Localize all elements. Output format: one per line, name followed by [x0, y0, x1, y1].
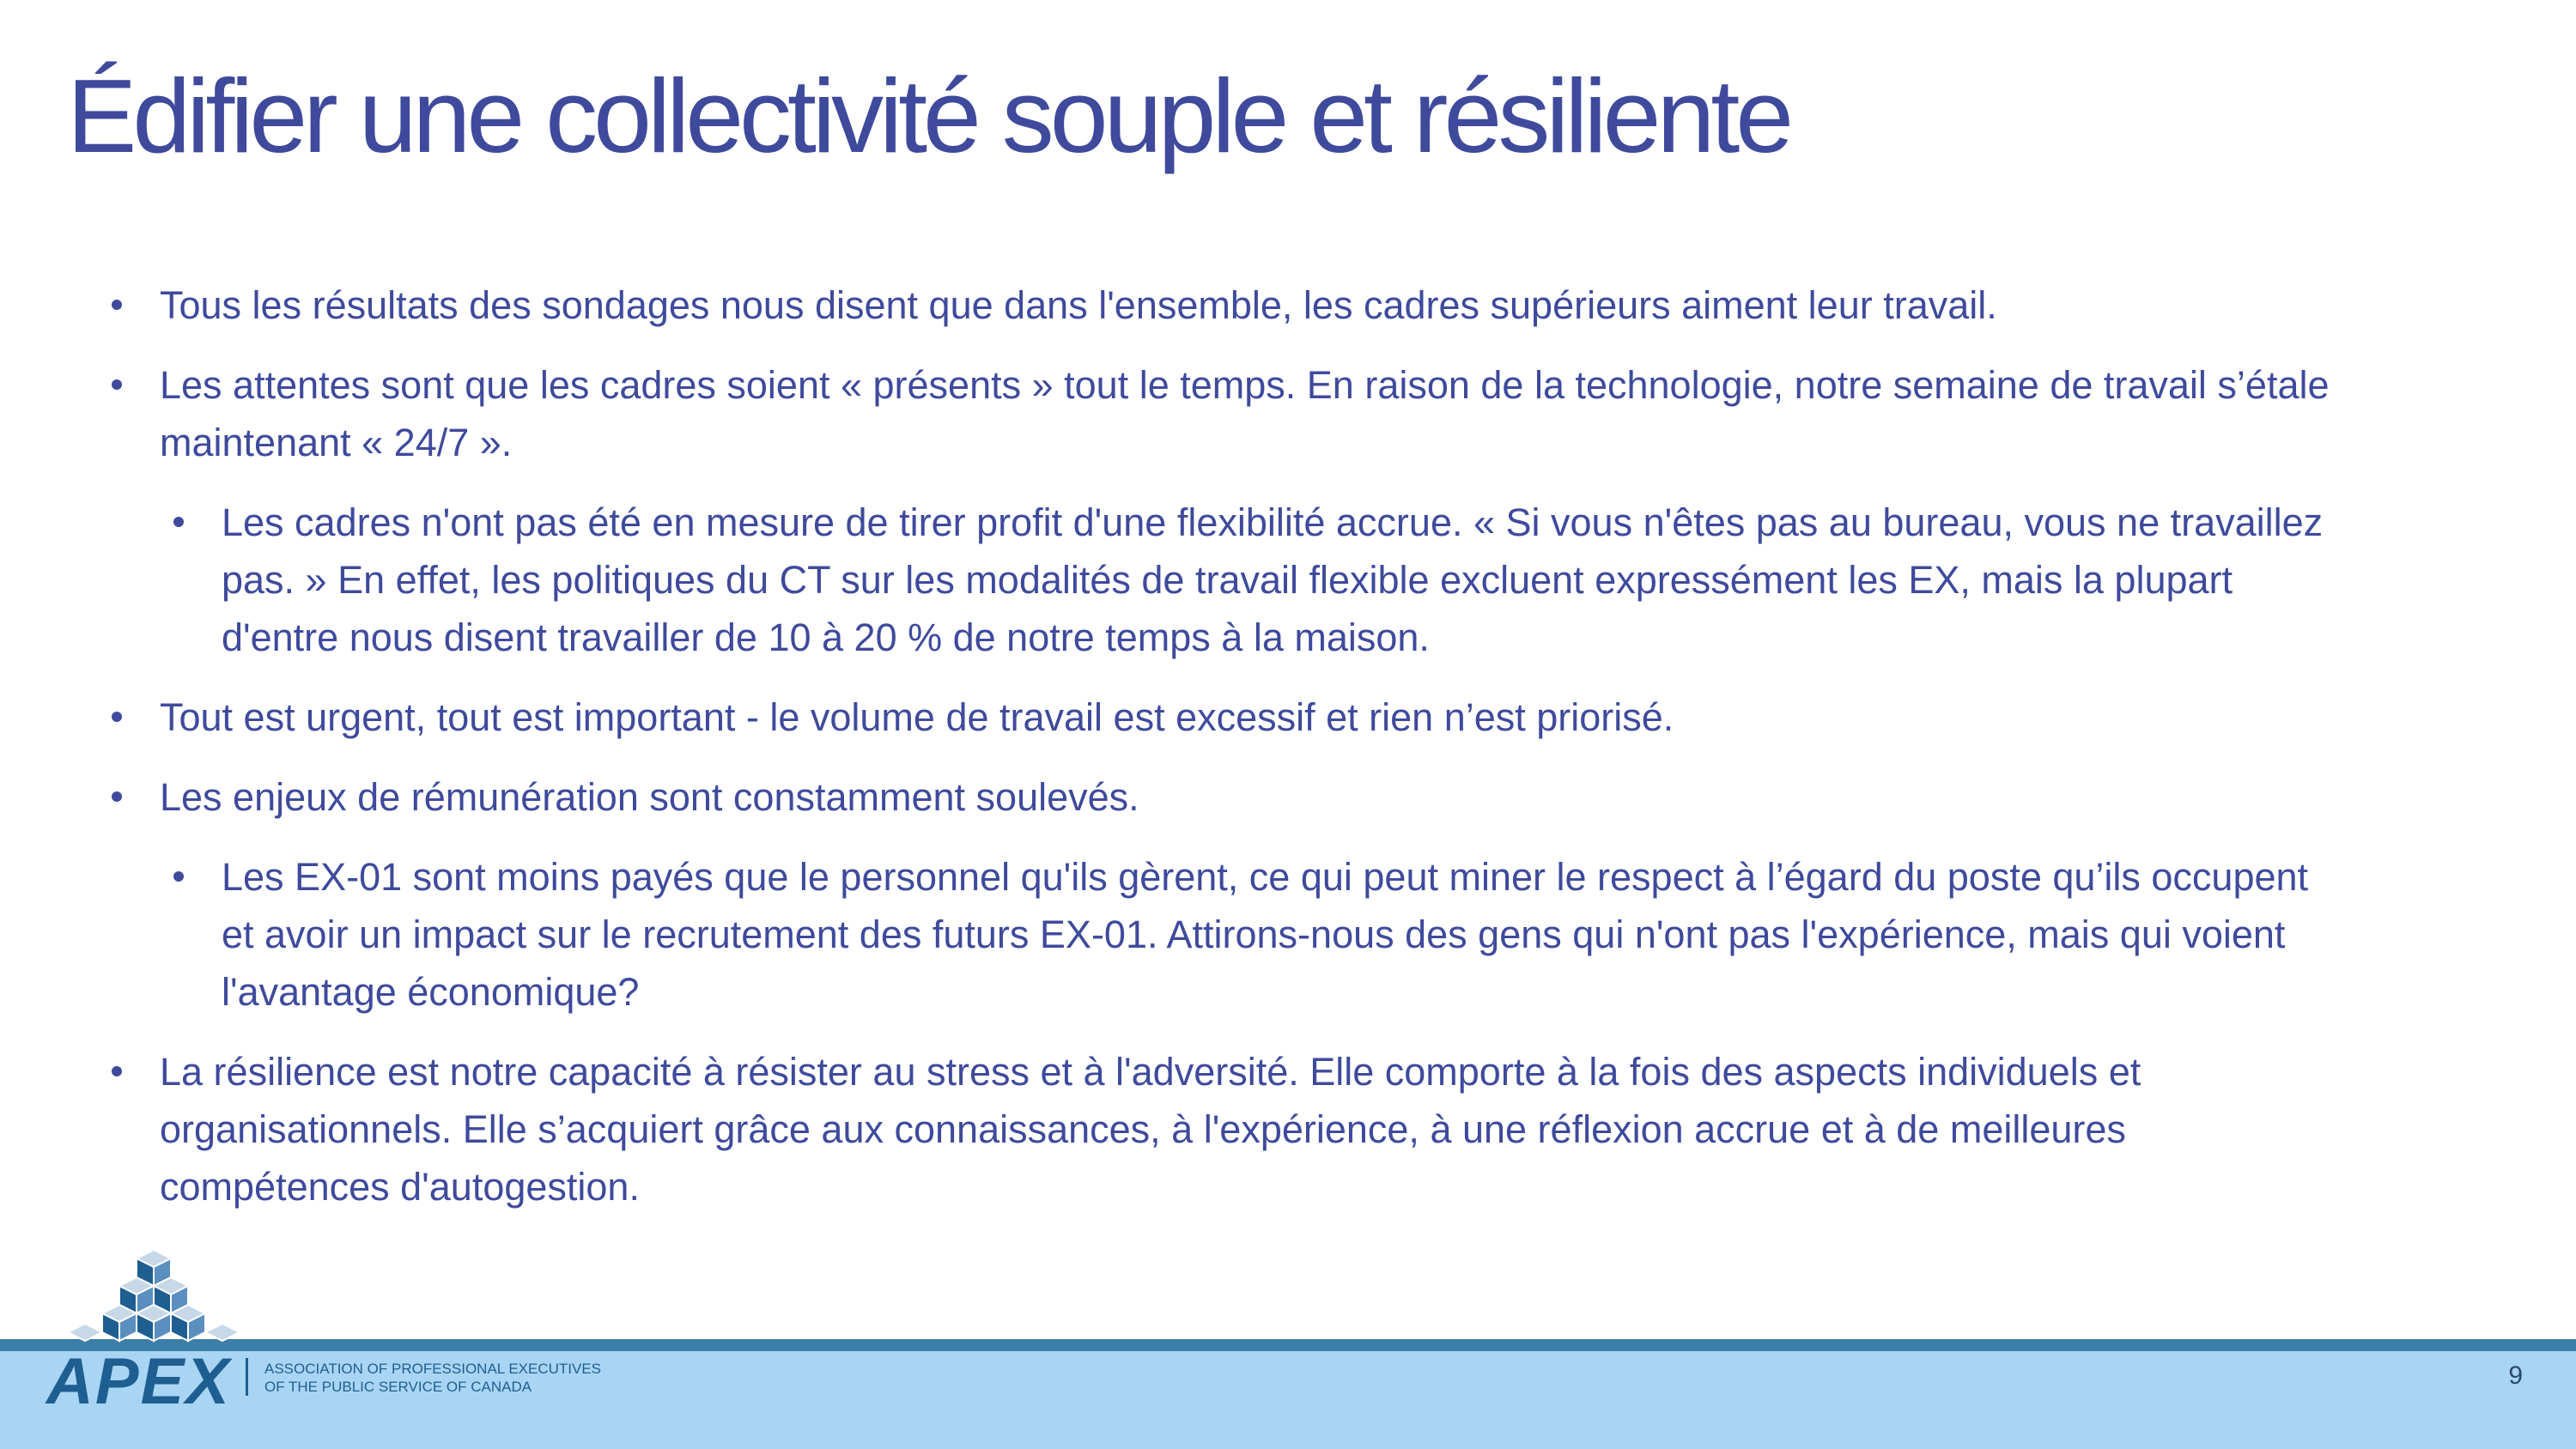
bullet-icon [112, 791, 122, 802]
bullet-text: Les enjeux de rémunération sont constamment soulevés. [160, 775, 1139, 819]
bullet-icon [112, 379, 122, 390]
tagline-line-1: ASSOCIATION OF PROFESSIONAL EXECUTIVES [264, 1361, 602, 1377]
bullet-text: Les cadres n'ont pas été en mesure de tirer profit d'une flexibilité accrue. « Si vous n'êtes pas au bureau, vous ne travaillez pas. » En effet, les politiques du CT sur les modalités de travail flexible excluent expressément les EX, mais la plupart d'entre nous disent travailler de 10 à 20 % de notre temps à la maison. [222, 500, 2324, 659]
apex-cubes-logo-icon [64, 1248, 244, 1353]
sub-bullet-item [173, 494, 2344, 666]
bullet-text: Tous les résultats des sondages nous disent que dans l'ensemble, les cadres supérieurs aiment leur travail. [160, 283, 1997, 327]
bullet-item [112, 768, 2344, 826]
page-number: 9 [2508, 1361, 2523, 1390]
bullet-icon [173, 871, 184, 882]
apex-tagline [264, 1360, 601, 1396]
sub-bullet-item [173, 848, 2344, 1021]
bullet-list [112, 276, 2344, 1238]
tagline-line-2: OF THE PUBLIC SERVICE OF CANADA [264, 1379, 532, 1395]
bullet-item [112, 276, 2344, 334]
bullet-icon [112, 712, 122, 722]
slide-title: Édifier une collectivité souple et résiliente [67, 58, 1790, 174]
bullet-text: La résilience est notre capacité à résister au stress et à l'adversité. Elle comporte à la fois des aspects individuels et organisationnels. Elle s’acquiert grâce aux connaissances, à l'expérience, à une réflexion accrue et à de meilleures compétences d'autogestion. [160, 1050, 2142, 1209]
bullet-item [112, 688, 2344, 746]
apex-logo-text: APEX [46, 1345, 231, 1418]
logo-divider [246, 1358, 248, 1396]
bullet-icon [112, 1066, 122, 1076]
footer-divider [0, 1339, 2576, 1351]
bullet-icon [112, 300, 122, 310]
bullet-text: Les EX-01 sont moins payés que le personnel qu'ils gèrent, ce qui peut miner le respect à l’égard du poste qu’ils occupent et avoir un impact sur le recrutement des futurs EX-01. Attirons-nous des gens qui n'ont pas l'expérience, mais qui voient l'avantage économique? [222, 855, 2309, 1014]
bullet-item [112, 1043, 2344, 1216]
bullet-text: Tout est urgent, tout est important - le volume de travail est excessif et rien n’est priorisé. [160, 695, 1674, 739]
bullet-text: Les attentes sont que les cadres soient « présents » tout le temps. En raison de la technologie, notre semaine de travail s’étale maintenant « 24/7 ». [160, 363, 2330, 464]
bullet-icon [173, 517, 184, 527]
bullet-item [112, 356, 2344, 471]
